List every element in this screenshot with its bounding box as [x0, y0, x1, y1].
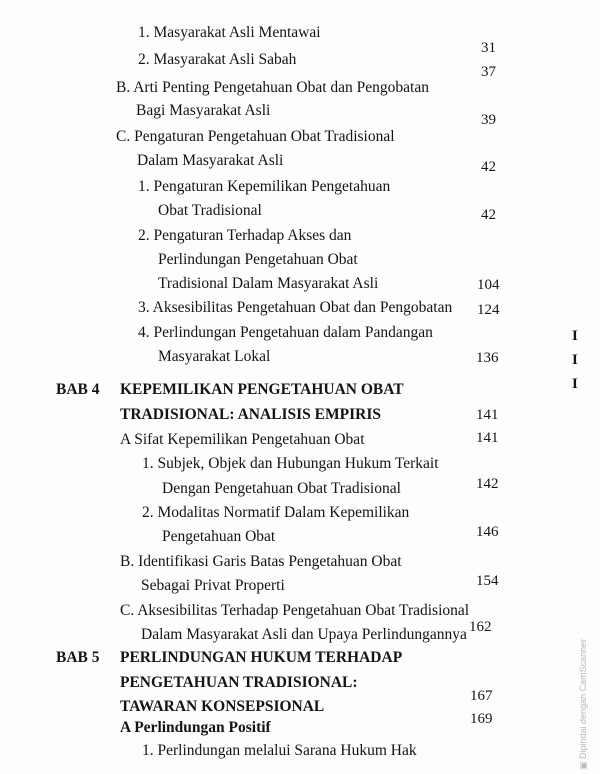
toc-entry-garis-batas-cont: Sebagai Privat Properti	[141, 577, 285, 594]
page-number: 141	[476, 407, 499, 423]
page-number: 141	[476, 430, 499, 446]
toc-entry-akses-cont2: Tradisional Dalam Masyarakat Asli	[158, 275, 379, 292]
page-number: 42	[481, 159, 496, 175]
margin-mark: I	[572, 352, 578, 368]
toc-entry-section-c: C. Pengaturan Pengetahuan Obat Tradisional	[116, 128, 395, 145]
toc-entry-pandangan: 4. Perlindungan Pengetahuan dalam Pandangan	[138, 324, 433, 341]
toc-entry-kepemilikan: 1. Pengaturan Kepemilikan Pengetahuan	[138, 178, 391, 195]
chapter-title-bab4: KEPEMILIKAN PENGETAHUAN OBAT	[120, 381, 404, 398]
toc-entry-perlindungan-positif-prefix	[120, 718, 271, 738]
page-number: 169	[470, 711, 493, 727]
toc-entry-akses: 2. Pengaturan Terhadap Akses dan	[138, 227, 352, 244]
toc-entry-kepemilikan-cont: Obat Tradisional	[158, 202, 262, 219]
scanner-watermark	[578, 639, 589, 770]
toc-entry-aksesibilitas-c: C. Aksesibilitas Terhadap Pengetahuan Obat Tradisional	[120, 602, 470, 619]
toc-entry-modalitas-cont: Pengetahuan Obat	[162, 528, 276, 545]
toc-entry-sarana-hukum: 1. Perlindungan melalui Sarana Hukum Hak	[142, 742, 417, 759]
toc-entry-pandangan-cont: Masyarakat Lokal	[158, 348, 271, 365]
toc-entry-mentawai: 1. Masyarakat Asli Mentawai	[138, 24, 321, 41]
toc-entry-sabah: 2. Masyarakat Asli Sabah	[138, 51, 297, 68]
scanner-watermark-text: Dipindai dengan CamScanner	[578, 638, 588, 759]
camscanner-icon: ▣	[578, 761, 588, 770]
toc-entry-perlindungan-positif: A Perlindungan Positif	[120, 719, 271, 736]
chapter-label-bab4: BAB 4	[56, 381, 100, 398]
page-number: 39	[481, 112, 496, 128]
toc-entry-aksesibilitas-c-cont: Dalam Masyarakat Asli dan Upaya Perlindungannya	[141, 626, 467, 643]
page-number: 167	[470, 688, 493, 704]
page-number: 42	[481, 207, 496, 223]
toc-entry-section-c-cont: Dalam Masyarakat Asli	[137, 152, 284, 169]
page-number: 146	[476, 524, 499, 540]
toc-entry-subjek: 1. Subjek, Objek dan Hubungan Hukum Terkait	[142, 455, 439, 472]
toc-entry-section-b: B. Arti Penting Pengetahuan Obat dan Pengobatan	[116, 79, 429, 96]
page-number: 37	[481, 64, 496, 80]
page-number: 154	[476, 573, 499, 589]
toc-entry-garis-batas: B. Identifikasi Garis Batas Pengetahuan Obat	[120, 553, 402, 570]
toc-entry-subjek-cont: Dengan Pengetahuan Obat Tradisional	[162, 480, 401, 497]
chapter-title-bab5-cont: PENGETAHUAN TRADISIONAL:	[120, 674, 358, 691]
chapter-title-bab4-cont: TRADISIONAL: ANALISIS EMPIRIS	[120, 406, 381, 423]
page-number: 124	[477, 302, 500, 318]
toc-entry-akses-cont: Perlindungan Pengetahuan Obat	[158, 251, 358, 268]
page-number: 142	[476, 476, 499, 492]
chapter-title-bab5-cont2: TAWARAN KONSEPSIONAL	[120, 698, 325, 715]
toc-entry-modalitas: 2. Modalitas Normatif Dalam Kepemilikan	[142, 504, 410, 521]
chapter-label-bab5: BAB 5	[56, 649, 100, 666]
page-number: 162	[469, 619, 492, 635]
toc-entry-aksesibilitas: 3. Aksesibilitas Pengetahuan Obat dan Pengobatan	[138, 299, 453, 316]
toc-entry-sifat: A Sifat Kepemilikan Pengetahuan Obat	[120, 431, 365, 448]
chapter-title-bab5: PERLINDUNGAN HUKUM TERHADAP	[120, 649, 403, 666]
page-number: 31	[481, 40, 496, 56]
margin-mark: I	[572, 328, 578, 344]
margin-mark: I	[572, 376, 578, 392]
page-number: 104	[477, 277, 500, 293]
toc-entry-section-b-cont: Bagi Masyarakat Asli	[136, 102, 271, 119]
page-number: 136	[476, 350, 499, 366]
